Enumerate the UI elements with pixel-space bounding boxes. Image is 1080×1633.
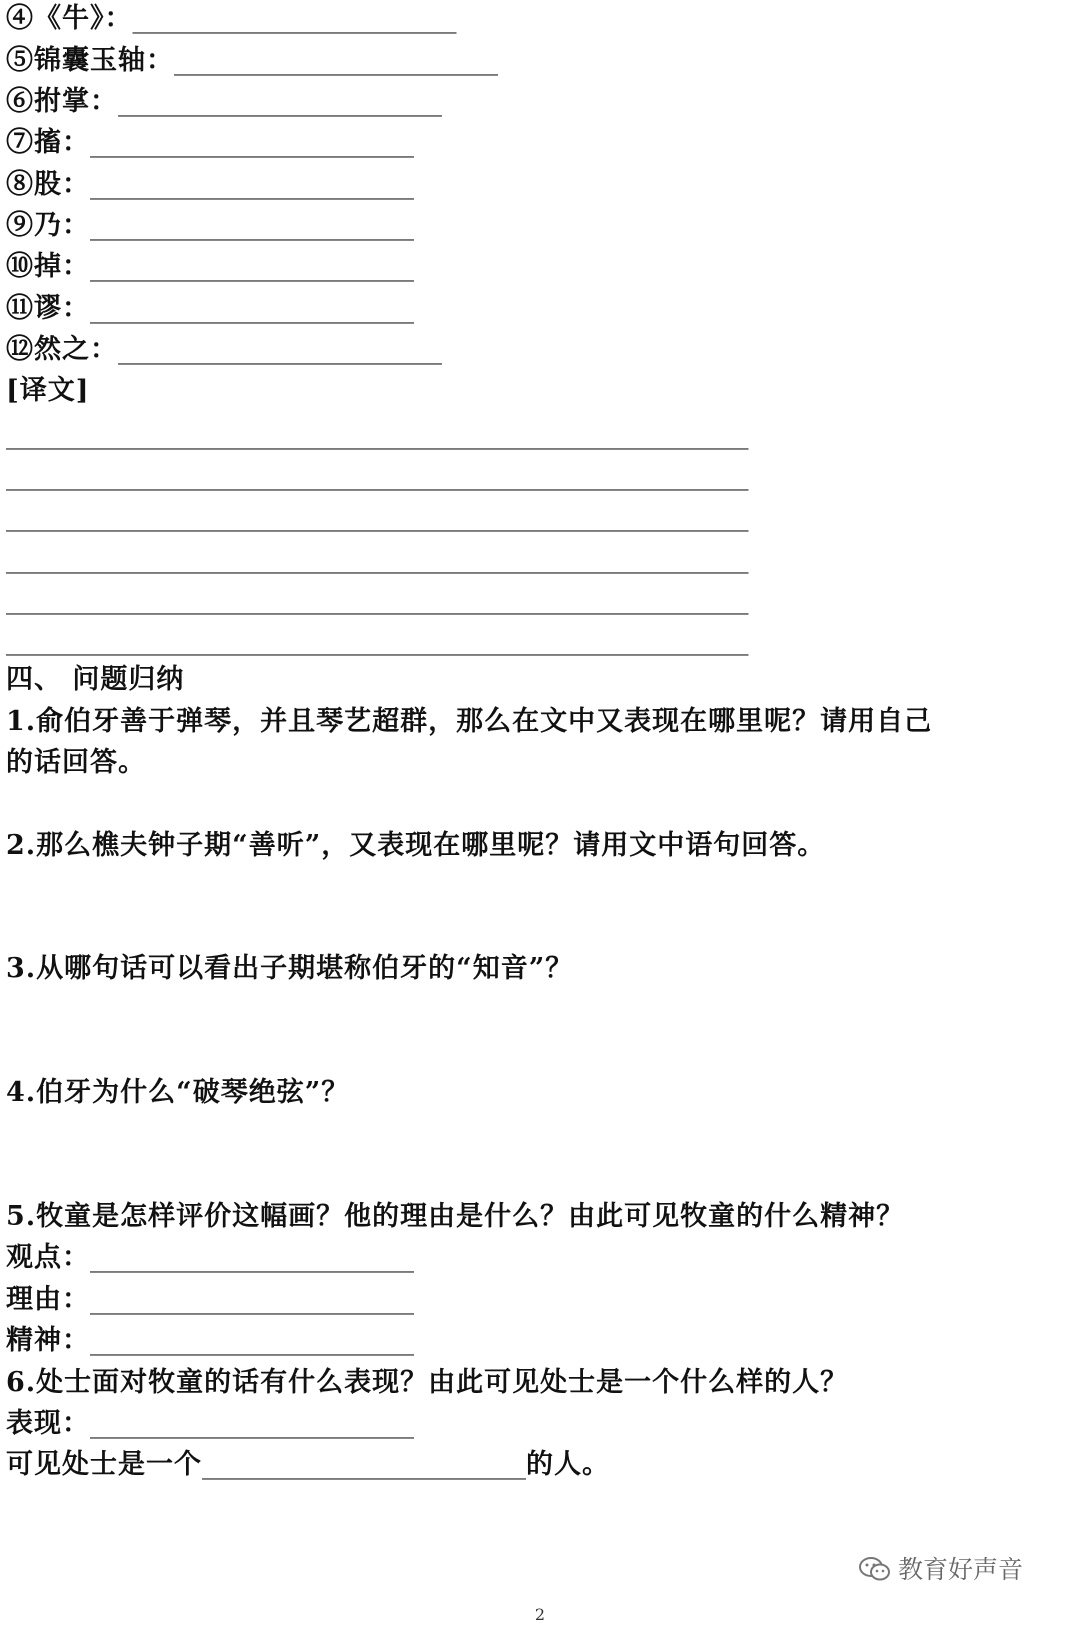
q6-field-performance: 表现：________________________ xyxy=(6,1408,414,1439)
answer-blank[interactable]: ________________________ xyxy=(90,1284,414,1315)
translation-blank-line[interactable]: _______________________________________________________ xyxy=(6,543,749,574)
q5-field-viewpoint: 观点：________________________ xyxy=(6,1242,414,1273)
answer-blank[interactable]: ________________________ xyxy=(90,169,414,200)
q5-field-reason: 理由：________________________ xyxy=(6,1284,414,1315)
answer-blank[interactable]: ________________________ xyxy=(90,1325,414,1356)
vocab-item: ⑦搐：________________________ xyxy=(6,127,414,158)
vocab-item: ⑥拊掌：________________________ xyxy=(6,86,442,117)
answer-blank[interactable]: ________________________ xyxy=(118,334,442,365)
answer-blank[interactable]: ________________________ xyxy=(202,1449,526,1480)
question-5: 5.牧童是怎样评价这幅画？他的理由是什么？由此可见牧童的什么精神？ xyxy=(6,1201,905,1232)
q5-field-spirit: 精神：________________________ xyxy=(6,1325,414,1356)
answer-blank[interactable]: ________________________ xyxy=(118,86,442,117)
question-1-line-2: 的话回答。 xyxy=(6,747,146,778)
translation-blank-line[interactable]: _______________________________________________________ xyxy=(6,460,749,491)
answer-blank[interactable]: ________________________ xyxy=(174,45,498,76)
answer-blank[interactable]: ________________________ xyxy=(132,3,457,34)
answer-blank[interactable]: ________________________ xyxy=(90,293,414,324)
answer-blank[interactable]: ________________________ xyxy=(90,1242,414,1273)
vocab-item: ④《牛》：________________________ xyxy=(6,3,457,34)
watermark xyxy=(858,1550,1023,1586)
page-number: 2 xyxy=(534,1605,546,1624)
answer-blank[interactable]: ________________________ xyxy=(90,210,414,241)
translation-blank-line[interactable]: _______________________________________________________ xyxy=(6,584,749,615)
vocab-item: ⑨乃：________________________ xyxy=(6,210,414,241)
answer-blank[interactable]: ________________________ xyxy=(90,1408,414,1439)
translation-blank-line[interactable]: _______________________________________________________ xyxy=(6,625,749,656)
vocab-item: ⑩掉：________________________ xyxy=(6,251,414,282)
answer-blank[interactable]: ________________________ xyxy=(90,127,414,158)
q6-sentence: 可见处士是一个________________________的人。 xyxy=(6,1449,610,1480)
question-1-line-1: 1.俞伯牙善于弹琴，并且琴艺超群，那么在文中又表现在哪里呢？请用自己 xyxy=(6,706,933,737)
section-title: 四、 问题归纳 xyxy=(6,664,185,695)
translation-blank-line[interactable]: _______________________________________________________ xyxy=(6,501,749,532)
question-3: 3.从哪句话可以看出子期堪称伯牙的“知音”？ xyxy=(6,953,574,984)
answer-blank[interactable]: ________________________ xyxy=(90,251,414,282)
wechat-icon xyxy=(858,1556,892,1582)
vocab-item: ⑧股：________________________ xyxy=(6,169,414,200)
translation-heading: [译文] xyxy=(6,375,90,406)
question-2: 2.那么樵夫钟子期“善听”，又表现在哪里呢？请用文中语句回答。 xyxy=(6,830,826,861)
watermark-text: 教育好声音 xyxy=(898,1555,1024,1584)
question-4: 4.伯牙为什么“破琴绝弦”？ xyxy=(6,1077,350,1108)
vocab-item: ⑤锦囊玉轴：________________________ xyxy=(6,45,498,76)
vocab-item: ⑪谬：________________________ xyxy=(6,293,414,324)
question-6: 6.处士面对牧童的话有什么表现？由此可见处士是一个什么样的人？ xyxy=(6,1367,849,1398)
translation-blank-line[interactable]: _______________________________________________________ xyxy=(6,419,749,450)
vocab-item: ⑫然之：________________________ xyxy=(6,334,442,365)
